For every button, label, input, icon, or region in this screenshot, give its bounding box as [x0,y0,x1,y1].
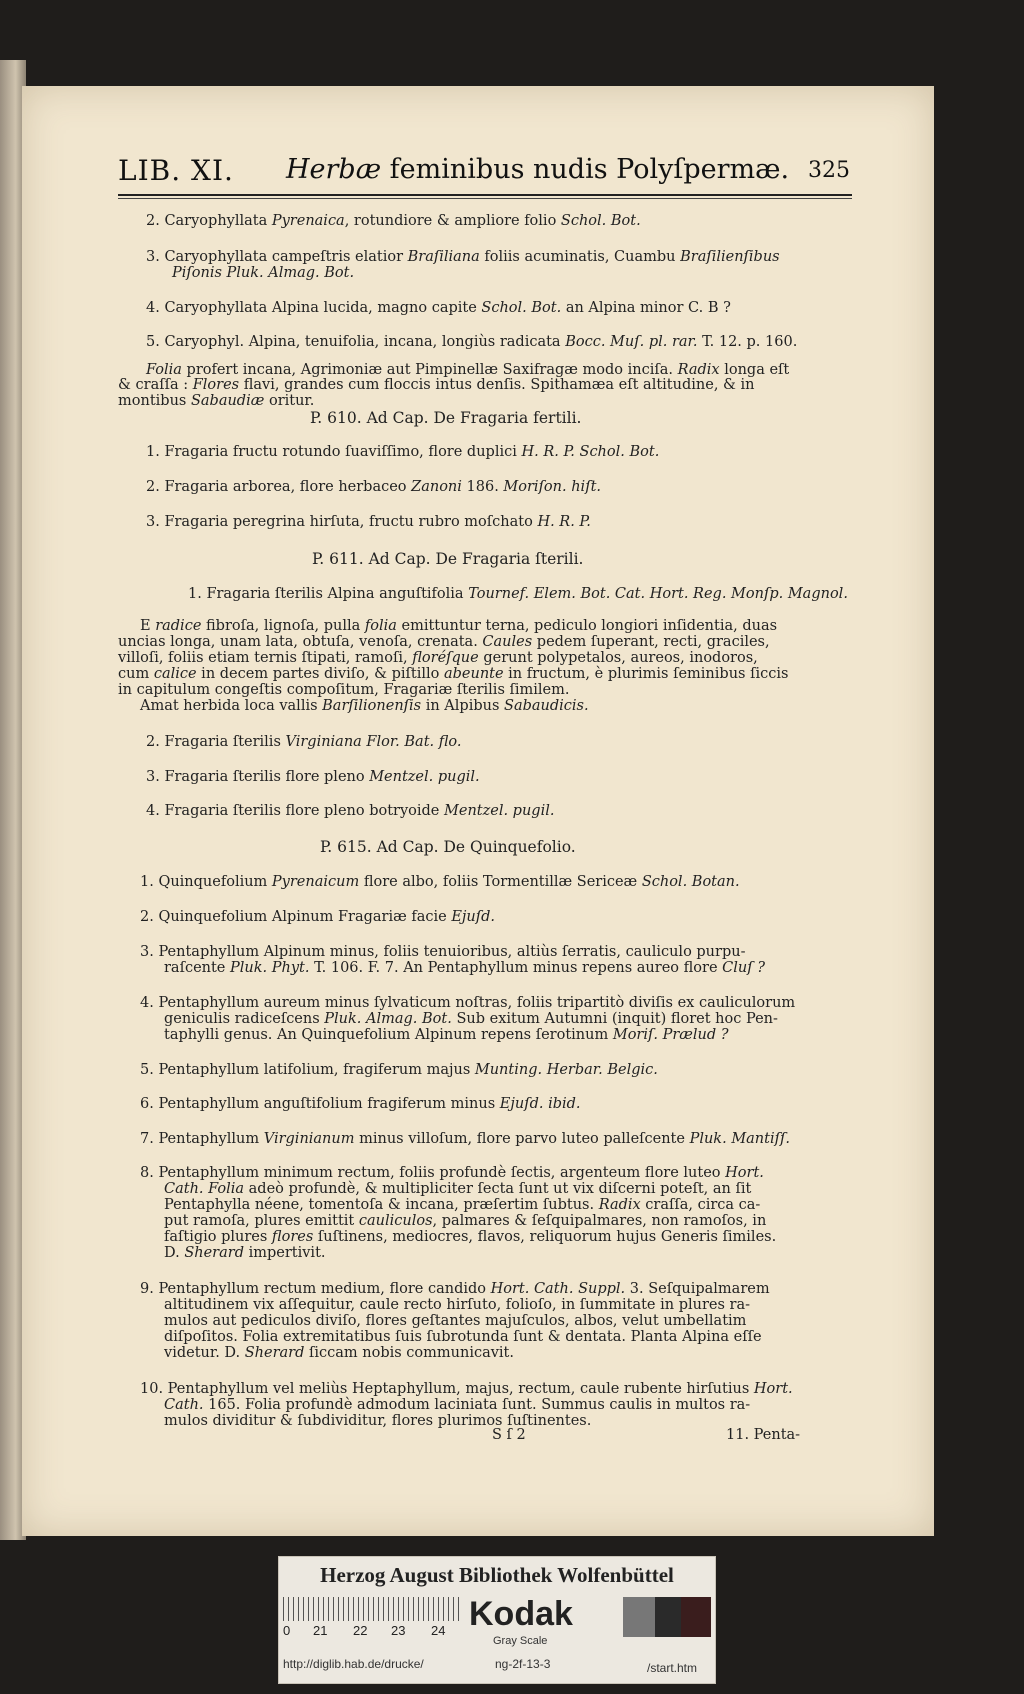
text-line: E radice fibroſa, lignoſa, pulla folia emittuntur terna, pediculo longiori inſidentia, duas [140,618,778,634]
text-line: Cath. Folia adeò profundè, & multipliciter ſecta ſunt ut vix diſcerni poteſt, an ſit [164,1181,752,1197]
text-line: 3. Pentaphyllum Alpinum minus, foliis tenuioribus, altiùs ſerratis, cauliculo purpu- [140,944,746,960]
ruler-number: 24 [431,1623,446,1638]
library-url: http://diglib.hab.de/drucke/ [283,1657,424,1671]
header-rule-thin [118,198,852,199]
running-header [118,150,850,196]
shelfmark: ng-2f-13-3 [495,1657,551,1671]
text-line: 3. Fragaria peregrina hirſuta, fructu rubro moſchato H. R. P. [146,514,591,530]
ruler-number: 22 [353,1623,368,1638]
text-line: cum calice in decem partes diviſo, & piſtillo abeunte in fructum, è plurimis ſeminibus ſiccis [118,666,789,682]
header-rule [118,194,852,196]
reference-card [278,1556,716,1684]
text-line: 2. Fragaria ſterilis Virginiana Flor. Bat. flo. [146,734,462,750]
text-line: 1. Fragaria ſterilis Alpina anguſtifolia Tournef. Elem. Bot. Cat. Hort. Reg. Monſp. Magnol. [188,586,848,602]
text-line: villoſi, foliis etiam ternis ſtipati, ramoſi, floréſque gerunt polypetalos, aureos, inodoros, [118,650,758,666]
text-line: Pentaphylla néene, tomentoſa & incana, præſertim ſubtus. Radix craſſa, circa ca- [164,1197,761,1213]
text-line: Folia profert incana, Agrimoniæ aut Pimpinellæ Saxifragæ modo inciſa. Radix longa eſt [146,362,790,378]
text-line: D. Sherard impertivit. [164,1245,326,1261]
ruler-number: 23 [391,1623,406,1638]
catchword: 11. Penta- [726,1427,801,1443]
dark-swatch [655,1597,681,1637]
kodak-logo: Kodak [469,1595,573,1633]
text-line: altitudinem vix aſſequitur, caule recto hirſuto, folioſo, in ſummitate in plures ra- [164,1297,750,1313]
text-line: put ramoſa, plures emittit cauliculos, palmares & ſeſquipalmares, non ramoſos, in [164,1213,767,1229]
text-line: Piſonis Pluk. Almag. Bot. [172,265,355,281]
text-line: Cath. 165. Folia profundè admodum laciniata ſunt. Summus caulis in multos ra- [164,1397,751,1413]
text-line: raſcente Pluk. Phyt. T. 106. F. 7. An Pentaphyllum minus repens aureo flore Cluſ ? [164,960,765,976]
text-line: montibus Sabaudiæ oritur. [118,393,315,409]
text-line: 2. Quinquefolium Alpinum Fragariæ facie Ejuſd. [140,909,495,925]
text-line: 3. Fragaria ſterilis flore pleno Mentzel. pugil. [146,769,480,785]
text-line: 4. Pentaphyllum aureum minus ſylvaticum noſtras, foliis tripartitò diviſis ex cauliculorum [140,995,796,1011]
text-line: 2. Caryophyllata Pyrenaica, rotundiore & ampliore folio Schol. Bot. [146,213,641,229]
section-heading: P. 610. Ad Cap. De Fragaria fertili. [310,409,582,427]
scale-ruler [283,1597,459,1621]
text-line: 4. Fragaria ſterilis flore pleno botryoide Mentzel. pugil. [146,803,555,819]
section-heading: P. 611. Ad Cap. De Fragaria ſterili. [312,550,584,568]
text-line: 2. Fragaria arborea, flore herbaceo Zanoni 186. Moriſon. hiſt. [146,479,601,495]
text-line: faſtigio plures flores ſuſtinens, mediocres, flavos, reliquorum hujus Generis ſimiles. [164,1229,777,1245]
text-line: 1. Quinquefolium Pyrenaicum flore albo, foliis Tormentillæ Sericeæ Schol. Botan. [140,874,740,890]
text-line: uncias longa, unam lata, obtuſa, venoſa, crenata. Caules pedem ſuperant, recti, graciles, [118,634,770,650]
text-line: 6. Pentaphyllum anguſtifolium fragiferum minus Ejuſd. ibid. [140,1096,581,1112]
text-line: diſpoſitos. Folia extremitatibus ſuis ſubrotunda ſunt & dentata. Planta Alpina eſſe [164,1329,762,1345]
text-line: 3. Caryophyllata campeſtris elatior Braſiliana foliis acuminatis, Cuambu Braſilienſibus [146,249,780,265]
text-line: mulos dividitur & ſubdividitur, flores plurimos ſuſtinentes. [164,1413,592,1429]
text-line: & craſſa : Flores flavi, grandes cum floccis intus denſis. Spithamæa eſt altitudine, & in [118,377,755,393]
page-number: 325 [808,158,850,183]
text-line: in capitulum congeſtis compoſitum, Fragariæ ſterilis ſimilem. [118,682,570,698]
gray-scale-label: Gray Scale [493,1635,548,1647]
book-label: LIB. XI. [118,154,234,187]
text-line: geniculis radiceſcens Pluk. Almag. Bot. Sub exitum Autumni (inquit) floret hoc Pen- [164,1011,778,1027]
text-line: videtur. D. Sherard ſiccam nobis communicavit. [164,1345,514,1361]
section-heading: P. 615. Ad Cap. De Quinquefolio. [320,838,576,856]
text-line: 8. Pentaphyllum minimum rectum, foliis profundè ſectis, argenteum flore luteo Hort. [140,1165,764,1181]
text-line: 5. Caryophyl. Alpina, tenuifolia, incana, longiùs radicata Bocc. Muſ. pl. rar. T. 12. p. 160. [146,334,798,350]
start-file: /start.htm [647,1661,698,1675]
page-title: Herbæ feminibus nudis Polyſpermæ. [286,154,790,185]
text-line: mulos aut pediculos diviſo, flores geſtantes majuſculos, albos, velut umbellatim [164,1313,747,1329]
text-line: 4. Caryophyllata Alpina lucida, magno capite Schol. Bot. an Alpina minor C. B ? [146,300,731,316]
text-line: 5. Pentaphyllum latifolium, fragiferum majus Munting. Herbar. Belgic. [140,1062,658,1078]
text-line: taphylli genus. An Quinquefolium Alpinum repens ſerotinum Moriſ. Prælud ? [164,1027,729,1043]
text-line: 10. Pentaphyllum vel meliùs Heptaphyllum, majus, rectum, caule rubente hirſutius Hort. [140,1381,793,1397]
text-line: Amat herbida loca vallis Barſilionenſis in Alpibus Sabaudicis. [140,698,589,714]
darker-swatch [681,1597,711,1637]
signature-mark: S ſ 2 [492,1427,526,1443]
library-name: Herzog August Bibliothek Wolfenbüttel [320,1563,674,1587]
text-line: 1. Fragaria fructu rotundo ſuaviſſimo, flore duplici H. R. P. Schol. Bot. [146,444,660,460]
gray-swatch [623,1597,655,1637]
ruler-number: 21 [313,1623,328,1638]
ruler-number: 0 [283,1623,291,1638]
text-line: 9. Pentaphyllum rectum medium, flore candido Hort. Cath. Suppl. 3. Seſquipalmarem [140,1281,770,1297]
text-line: 7. Pentaphyllum Virginianum minus villoſum, flore parvo luteo palleſcente Pluk. Mantiſſ. [140,1131,790,1147]
